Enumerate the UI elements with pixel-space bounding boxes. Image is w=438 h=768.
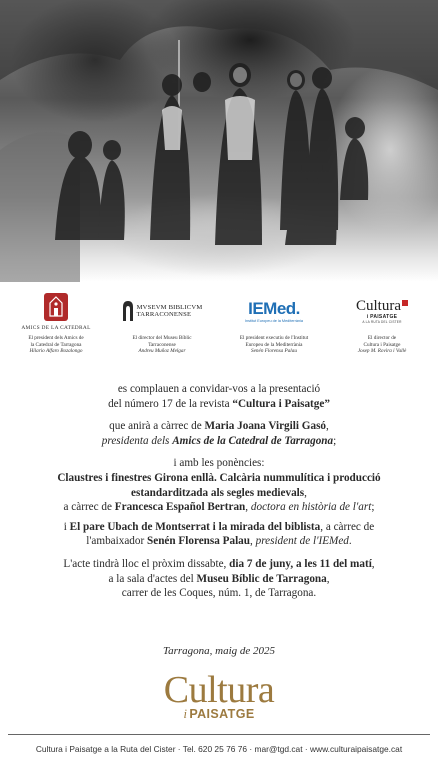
amics-caption-line2: la Catedral de Tarragona — [30, 341, 82, 348]
amics-caption-line1: El president dels Amics de — [28, 335, 84, 341]
p7a-post: , — [371, 557, 375, 570]
place-date: Tarragona, maig de 2025 — [162, 645, 276, 657]
brand-logo — [0, 671, 438, 722]
cathedral-emblem-icon — [43, 292, 69, 322]
p7a-pre: L'acte tindrà lloc el pròxim dissabte, — [63, 557, 230, 570]
amics-column — [6, 290, 106, 355]
body-line-p1a: es complauen a convidar-vos a la presentació — [117, 383, 321, 395]
cultura-logo — [332, 290, 432, 332]
footer-contact: Cultura i Paisatge a la Ruta del Cister · Tel. 620 25 76 76 · mar@tgd.cat · www.culturaipaisatge.cat — [35, 744, 403, 754]
p7b-pre: a la sala d'actes del — [108, 572, 197, 585]
p4b-post: , — [304, 486, 307, 499]
amics-caption — [6, 335, 106, 355]
amics-logo — [6, 290, 106, 332]
body-line-p7c: carrer de les Coques, núm. 1, de Tarragona. — [121, 587, 317, 600]
brand-paisatge: PAISATGE — [189, 707, 255, 721]
museu-logo-line1: MVSEVM BIBLICVM — [136, 304, 203, 311]
iemed-person: Senén Florensa Palau — [251, 348, 297, 355]
iemed-caption — [224, 335, 324, 355]
cultura-caption-line2: Cultura i Paisatge — [363, 341, 401, 348]
body-line-p6b — [0, 534, 438, 549]
museu-caption-line1: El director del Museu Bíblic — [132, 335, 192, 341]
talk1-title-line2 — [0, 486, 438, 501]
speaker1-role: doctora en història de l'art — [250, 501, 372, 514]
red-square-icon — [402, 300, 408, 306]
p6b-post: . — [348, 535, 352, 548]
body-line-p2b — [0, 434, 438, 449]
cultura-person: Josep M. Rovira i Vallè — [357, 348, 407, 355]
p7b-post: , — [326, 572, 330, 585]
cultura-logo-subtitle: i PAISATGE — [366, 313, 398, 320]
photo-figures — [0, 0, 438, 282]
body-line-p6a — [0, 520, 438, 535]
iemed-caption-line1: El president executiu de l'Institut — [239, 335, 309, 341]
brand-word: Cultura — [163, 669, 275, 711]
brand-i: i — [183, 707, 188, 721]
museu-caption-line2: Tarraconense — [148, 341, 176, 348]
museu-column — [112, 290, 212, 355]
p5-mid: , — [245, 501, 251, 514]
museu-person: Andreu Muñoz Melgar — [138, 348, 186, 355]
amics-org-name: Amics de la Catedral de Tarragona — [172, 434, 334, 447]
amics-person: Hilario Alfaro Bozalongo — [29, 348, 83, 355]
footer-divider — [8, 734, 430, 735]
body-line-p1b — [0, 397, 438, 412]
iemed-logo — [224, 290, 324, 332]
cultura-column — [332, 290, 432, 355]
magazine-title: “Cultura i Paisatge” — [232, 397, 330, 410]
p2b-post: ; — [333, 434, 337, 447]
cultura-caption — [332, 335, 432, 355]
p1b-pre: del número 17 de la revista — [108, 397, 233, 410]
presenter-name: Maria Joana Virgili Gasó — [204, 420, 327, 433]
amics-logo-title: AMICS DE LA CATEDRAL — [21, 324, 91, 331]
museu-logo — [112, 290, 212, 332]
p6b-pre: l'ambaixador — [86, 535, 148, 548]
p6a-post: , a càrrec de — [320, 520, 375, 533]
p5-pre: a càrrec de — [63, 501, 115, 514]
brand-subtitle — [0, 707, 438, 722]
talk1-title-line2-text: estandarditzada als segles medievals — [131, 486, 305, 499]
cultura-logo-tagline: A LA RUTA DEL CISTER — [362, 319, 402, 324]
body-line-p2a — [0, 419, 438, 434]
iemed-logo-title: IEMed. — [248, 298, 300, 318]
p5-post: ; — [371, 501, 375, 514]
header-photograph — [0, 0, 438, 282]
p6a-pre: i — [63, 520, 70, 533]
logos-row — [0, 290, 438, 370]
body-line-p7b — [0, 572, 438, 587]
cultura-logo-title: Cultura — [356, 297, 401, 314]
iemed-logo-subtitle: Institut Europeu de la Mediterrània — [244, 318, 304, 323]
iemed-caption-line2: Europeu de la Mediterrània — [245, 341, 303, 348]
p6b-mid: , — [250, 535, 256, 548]
body-line-p5 — [0, 500, 438, 515]
speaker1-name: Francesca Español Bertran — [114, 501, 246, 514]
museu-caption — [112, 335, 212, 355]
iemed-column — [224, 290, 324, 355]
event-venue: Museu Bíblic de Tarragona — [196, 572, 327, 585]
p2b-italic: presidenta dels — [101, 434, 173, 447]
invitation-body — [0, 382, 438, 601]
talk2-title: El pare Ubach de Montserrat i la mirada del biblista — [69, 520, 321, 533]
p2a-post: , — [326, 420, 329, 433]
body-line-p3: i amb les ponències: — [173, 457, 265, 470]
arch-emblem-icon — [122, 300, 134, 322]
museu-logo-line2: TARRACONENSE — [136, 311, 192, 318]
event-datetime: dia 7 de juny, a les 11 del matí — [229, 557, 372, 570]
body-line-p7a — [0, 557, 438, 572]
cultura-caption-line1: El director de — [367, 335, 397, 341]
talk1-title-line1: Claustres i finestres Girona enllà. Calcària nummulítica i producció — [57, 471, 381, 484]
p2a-pre: que anirà a càrrec de — [109, 420, 205, 433]
speaker2-name: Senén Florensa Palau — [147, 535, 250, 548]
speaker2-role: president de l'IEMed — [255, 535, 349, 548]
